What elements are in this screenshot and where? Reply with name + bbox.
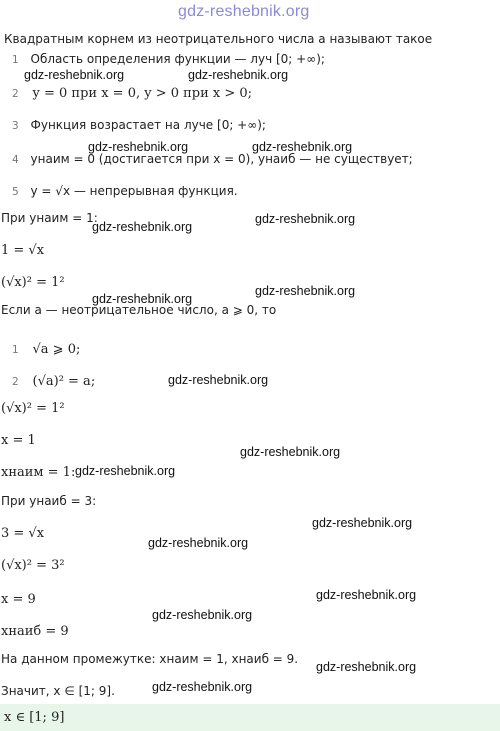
property-item-4 (12, 152, 413, 166)
equation: xнаиб = 9 (1, 624, 69, 639)
equation: 3 = √x (1, 526, 45, 541)
equation: 1 = √x (1, 243, 45, 258)
answer-text: x ∈ [1; 9] (4, 710, 65, 725)
item-number: 5 (12, 186, 19, 198)
equation: x = 1 (1, 433, 36, 448)
property-item-1 (12, 52, 325, 66)
item-text: y = 0 при x = 0, y > 0 при x > 0; (32, 86, 253, 101)
item-number: 1 (12, 344, 19, 356)
item-number: 3 (12, 120, 19, 132)
conclusion-text: Значит, x ∈ [1; 9]. (1, 684, 115, 698)
watermark: gdz-reshebnik.org (240, 445, 341, 459)
item-number: 4 (12, 154, 19, 166)
summary-text: На данном промежутке: xнаим = 1, xнаиб = 9. (1, 652, 299, 666)
watermark: gdz-reshebnik.org (88, 140, 189, 154)
equation: (√x)² = 3² (1, 558, 65, 573)
watermark: gdz-reshebnik.org (252, 140, 353, 154)
property2-item-2 (12, 374, 95, 389)
property-item-3 (12, 118, 266, 132)
watermark: gdz-reshebnik.org (152, 680, 253, 694)
property-item-2 (12, 86, 252, 101)
item-number: 1 (12, 54, 19, 66)
watermark: gdz-reshebnik.org (152, 608, 253, 622)
watermark: gdz-reshebnik.org (316, 660, 417, 674)
case1-label: При yнаим = 1: (1, 211, 98, 225)
item-text: (√a)² = a; (32, 374, 96, 389)
item-text: √a ⩾ 0; (32, 342, 81, 357)
properties2-intro: Если a — неотрицательное число, a ⩾ 0, то (1, 303, 277, 317)
item-text: y = √x — непрерывная функция. (30, 184, 238, 198)
watermark: gdz-reshebnik.org (92, 220, 193, 234)
item-text: Область определения функции — луч [0; +∞); (30, 52, 325, 66)
watermark: gdz-reshebnik.org (255, 212, 356, 226)
item-number: 2 (12, 376, 19, 388)
intro-text: Квадратным корнем из неотрицательного числа a называют такое (4, 32, 433, 46)
watermark: gdz-reshebnik.org (255, 284, 356, 298)
property-item-5 (12, 184, 238, 198)
item-number: 2 (12, 88, 19, 100)
case2-label: При yнаиб = 3: (1, 494, 97, 508)
watermark: gdz-reshebnik.org (168, 373, 269, 387)
watermark: gdz-reshebnik.org (24, 68, 125, 82)
watermark: gdz-reshebnik.org (316, 588, 417, 602)
item-text: Функция возрастает на луче [0; +∞); (30, 118, 266, 132)
watermark: gdz-reshebnik.org (148, 536, 249, 550)
equation: (√x)² = 1² (1, 275, 65, 290)
equation: x = 9 (1, 592, 36, 607)
property2-item-1 (12, 342, 80, 357)
site-title[interactable]: gdz-reshebnik.org (178, 3, 310, 20)
watermark: gdz-reshebnik.org (75, 464, 176, 478)
watermark: gdz-reshebnik.org (312, 516, 413, 530)
item-text: yнаим = 0 (достигается при x = 0), yнаиб — не существует; (30, 152, 413, 166)
answer-box (0, 704, 500, 731)
watermark: gdz-reshebnik.org (92, 292, 193, 306)
equation: xнаим = 1: (1, 465, 76, 480)
equation: (√x)² = 1² (1, 401, 65, 416)
watermark: gdz-reshebnik.org (188, 68, 289, 82)
